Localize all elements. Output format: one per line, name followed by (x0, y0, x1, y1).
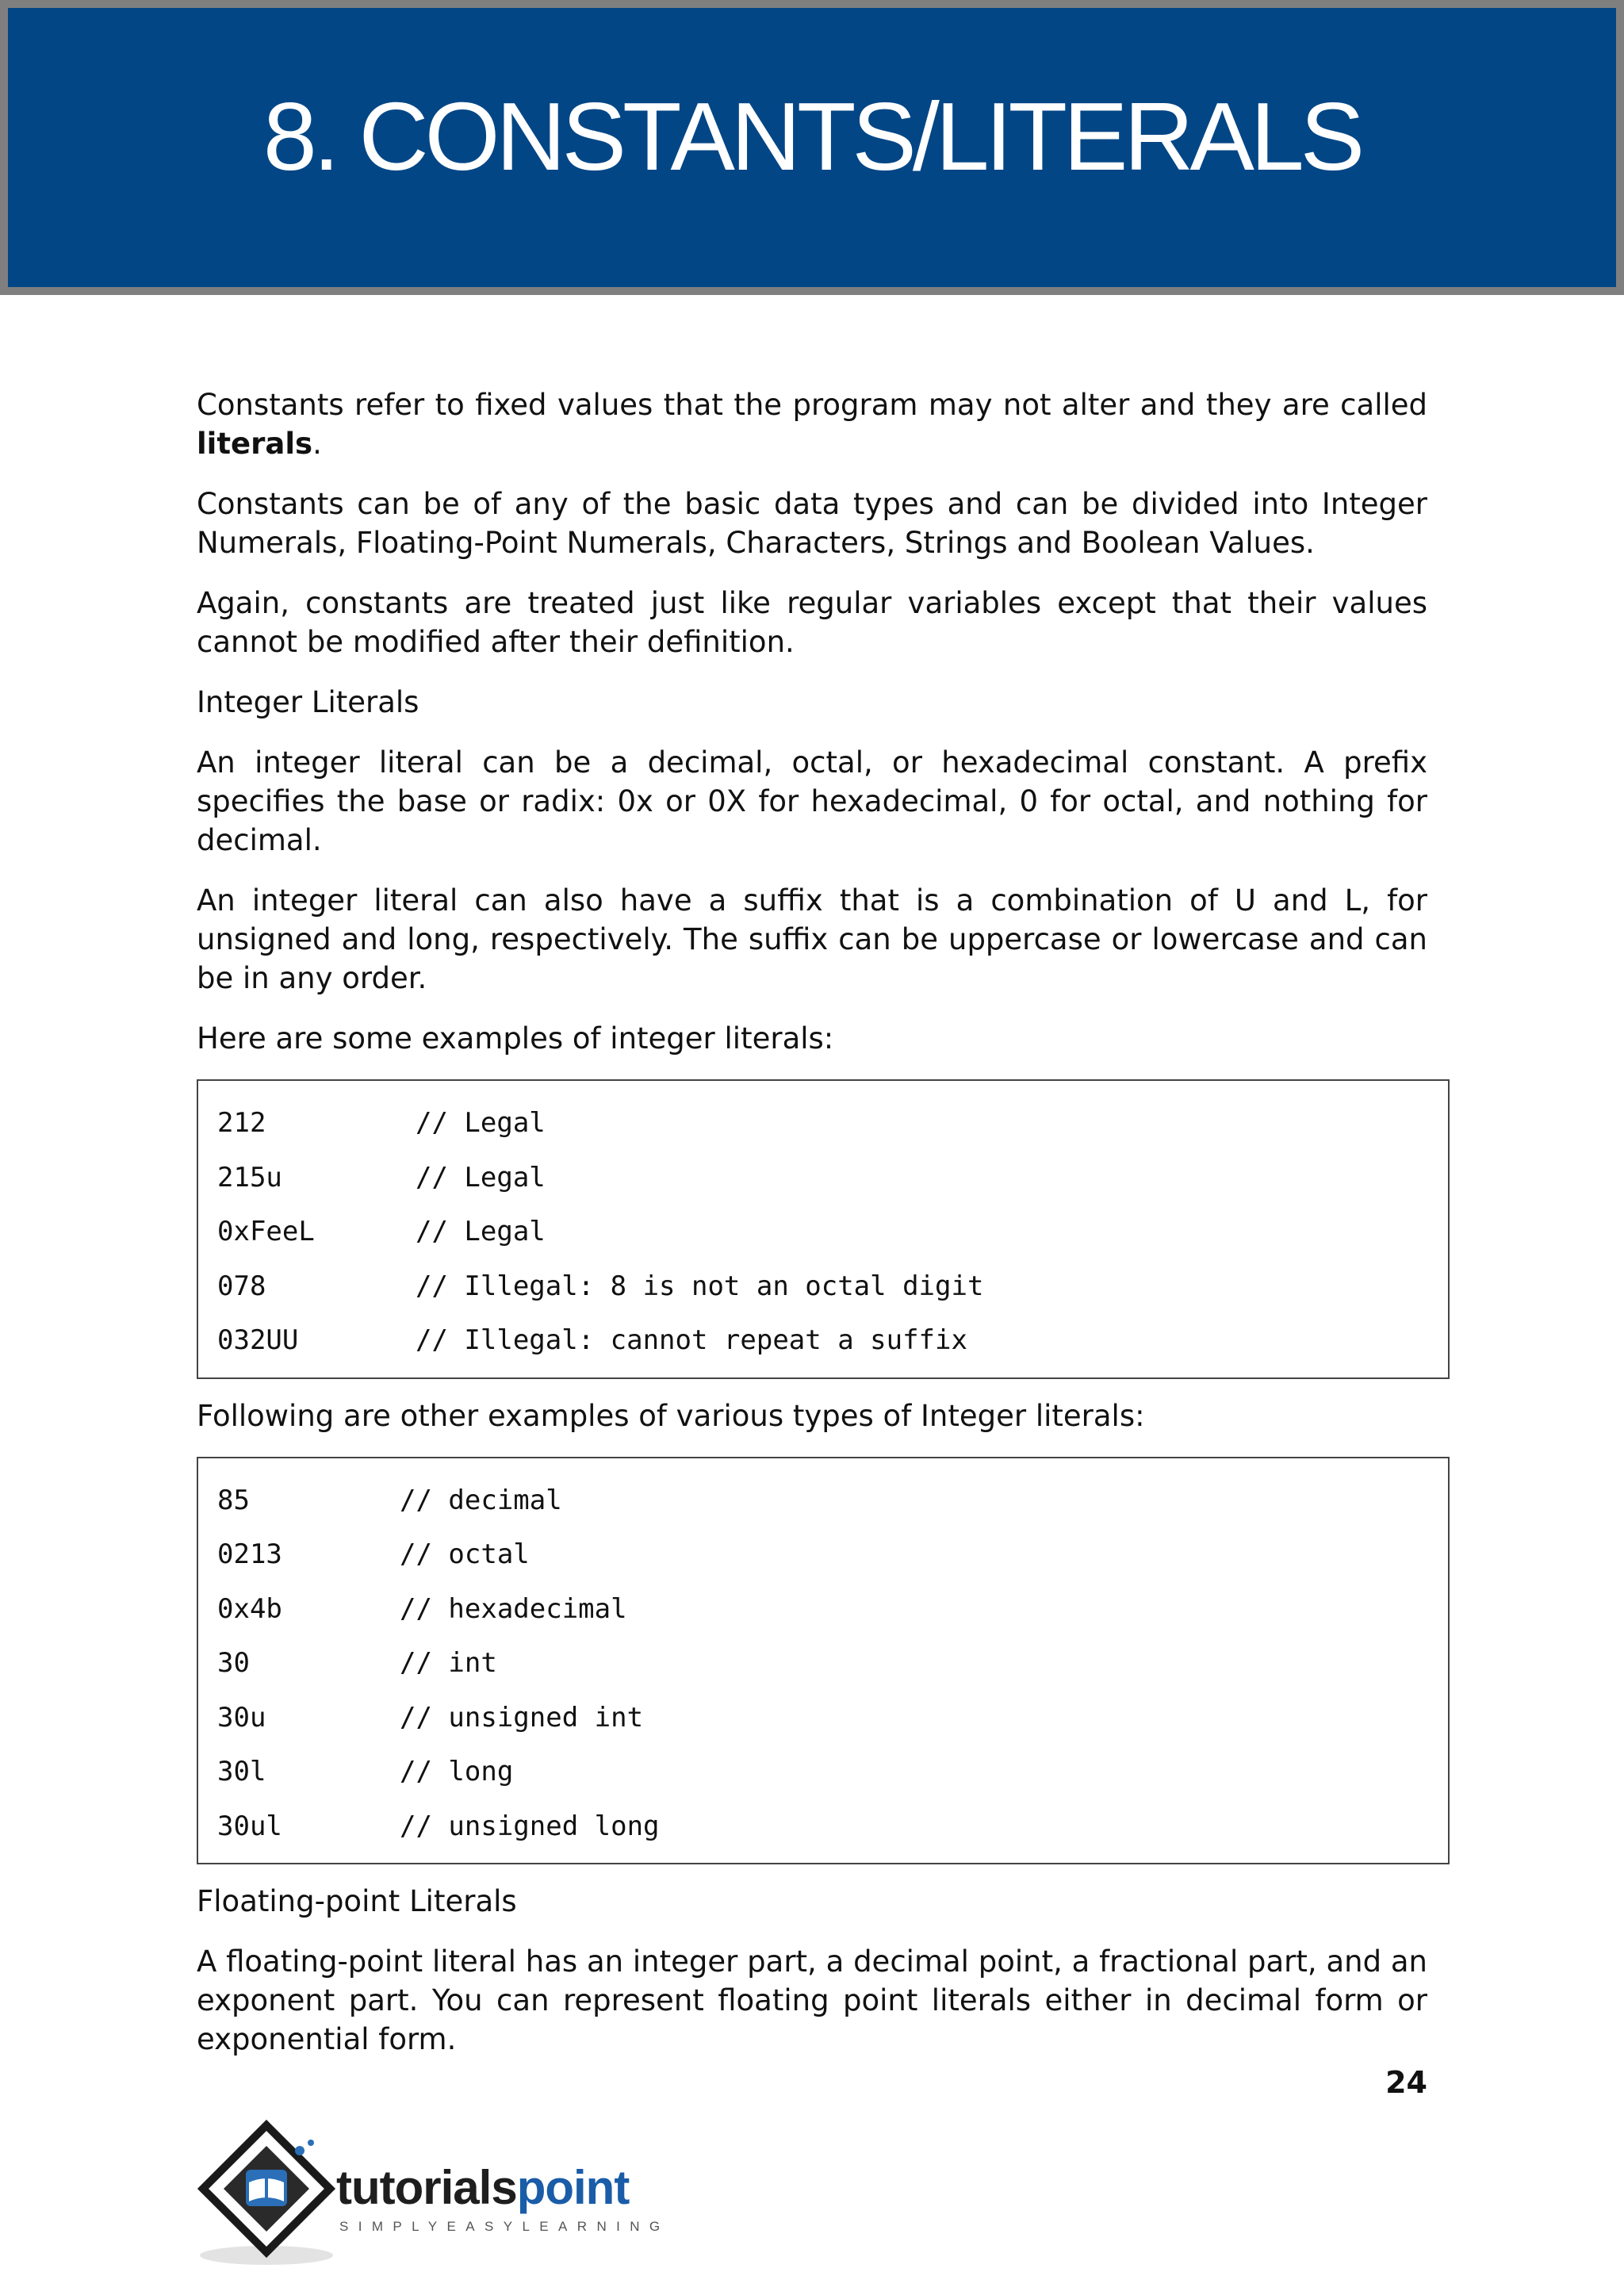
code-line (217, 1799, 1448, 1854)
code-literal: 0x4b (217, 1592, 282, 1625)
page-content (197, 385, 1427, 2080)
code-comment: // unsigned long (400, 1810, 660, 1842)
code-line (217, 1745, 1448, 1799)
code-line (217, 1527, 1448, 1582)
code-literal: 0213 (217, 1538, 282, 1570)
code-line (217, 1096, 1448, 1151)
paragraph-suffix: An integer literal can also have a suffix that is a combination of U and L, for unsigned and long, respectively. The suffix can be uppercase or lowercase and can be in any order. (197, 883, 1427, 995)
code-literal: 032UU (217, 1324, 299, 1356)
code-comment: // Legal (416, 1107, 546, 1139)
paragraph-intro (197, 385, 1427, 463)
chapter-title: 8. CONSTANTS/LITERALS (262, 82, 1362, 190)
paragraph-floating-point: A floating-point literal has an integer part, a decimal point, a fractional part, and an exponent part. You can represent floating point literals either in decimal form or exponential form. (197, 1944, 1427, 2056)
logo-wordmark-point: point (516, 2161, 630, 2214)
heading-floating-point-literals: Floating-point Literals (197, 1884, 517, 1918)
code-line (217, 1691, 1448, 1745)
paragraph-intro-end: . (312, 427, 322, 461)
paragraph-data-types: Constants can be of any of the basic data types and can be divided into Integer Numerals, Floating-Point Numerals, Characters, Strings and Boolean Values. (197, 487, 1427, 560)
paragraph-treated: Again, constants are treated just like regular variables except that their values cannot be modified after their definition. (197, 586, 1427, 659)
code-block-integer-types (197, 1457, 1450, 1865)
code-comment: // Illegal: 8 is not an octal digit (416, 1270, 984, 1302)
paragraph-prefix: An integer literal can be a decimal, octal, or hexadecimal constant. A prefix specifies the base or radix: 0x or 0X for hexadecimal, 0 for octal, and nothing for decimal. (197, 745, 1427, 857)
code-comment: // unsigned int (400, 1701, 644, 1734)
page-number: 24 (1385, 2065, 1427, 2100)
code-literal: 30 (217, 1647, 250, 1679)
code-literal: 212 (217, 1107, 266, 1139)
code-comment: // octal (400, 1538, 530, 1570)
code-literal: 215u (217, 1161, 282, 1193)
tutorialspoint-logo (197, 2119, 688, 2270)
code-block-integer-examples (197, 1079, 1450, 1379)
code-literal: 30ul (217, 1810, 282, 1842)
logo-wordmark-tutorials: tutorials (336, 2161, 517, 2214)
logo-emblem-icon (197, 2119, 339, 2270)
literals-bold-term: literals (197, 427, 313, 461)
code-comment: // hexadecimal (400, 1592, 627, 1625)
code-comment: // int (400, 1647, 497, 1679)
code-literal: 30l (217, 1756, 266, 1787)
code-comment: // long (400, 1756, 514, 1787)
paragraph-other-examples: Following are other examples of various types of Integer literals: (197, 1398, 1145, 1433)
code-line (217, 1151, 1448, 1205)
code-line (217, 1582, 1448, 1637)
paragraph-examples-intro: Here are some examples of integer literals: (197, 1021, 834, 1056)
code-literal: 85 (217, 1484, 250, 1516)
code-literal: 078 (217, 1270, 266, 1302)
heading-integer-literals: Integer Literals (197, 685, 419, 719)
code-line (217, 1313, 1448, 1368)
code-literal: 30u (217, 1701, 266, 1734)
code-comment: // Illegal: cannot repeat a suffix (416, 1324, 967, 1356)
code-comment: // Legal (416, 1161, 546, 1193)
code-line (217, 1636, 1448, 1691)
code-literal: 0xFeeL (217, 1216, 315, 1247)
chapter-header (0, 0, 1624, 295)
code-comment: // Legal (416, 1216, 546, 1247)
code-line (217, 1473, 1448, 1528)
logo-tagline: SIMPLYEASYLEARNING (339, 2219, 670, 2234)
paragraph-intro-text: Constants refer to fixed values that the program may not alter and they are called (197, 388, 1427, 422)
code-comment: // decimal (400, 1484, 562, 1516)
logo-wordmark (336, 2160, 629, 2215)
code-line (217, 1259, 1448, 1314)
code-line (217, 1205, 1448, 1259)
